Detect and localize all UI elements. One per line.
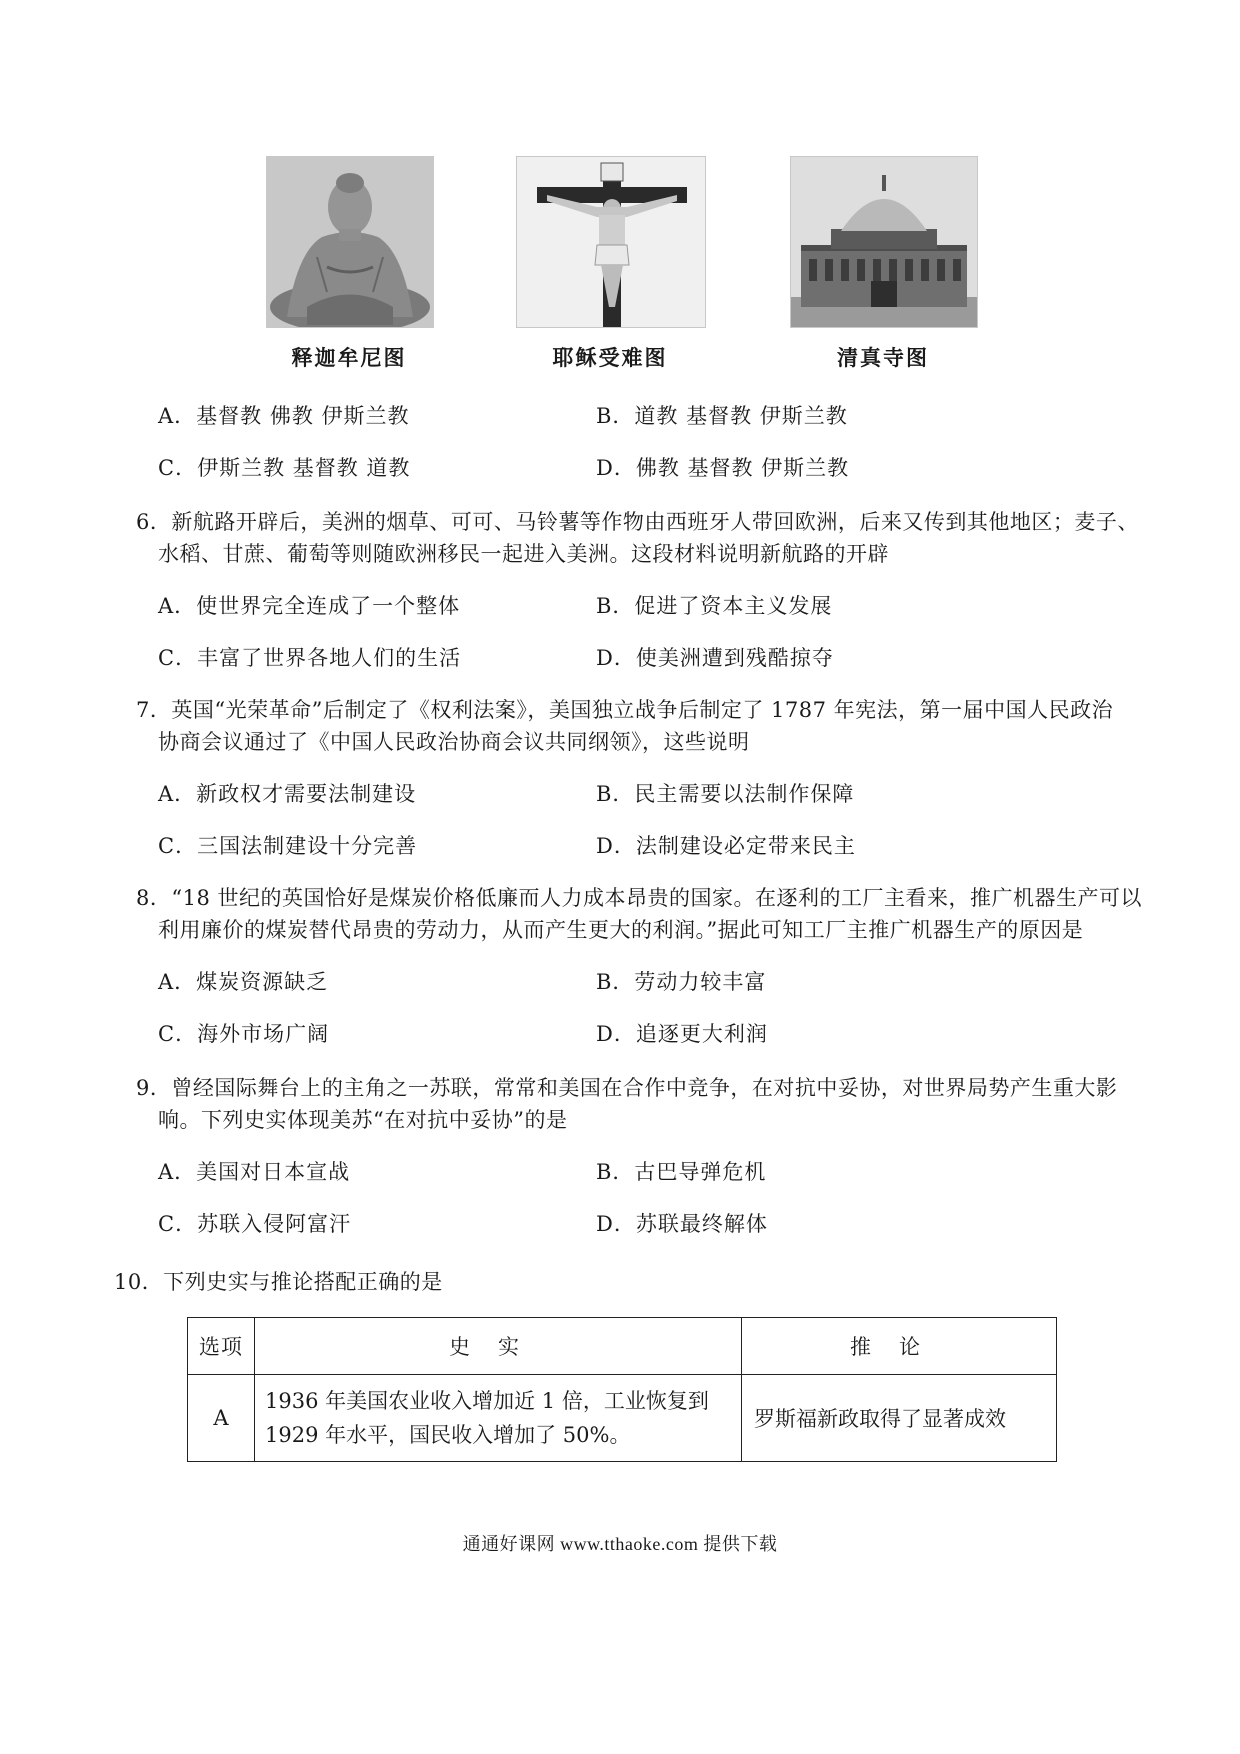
q6-option-a[interactable]: A．使世界完全连成了一个整体 — [158, 594, 461, 618]
q8-stem-line1: 8．“18 世纪的英国恰好是煤炭价格低廉而人力成本昂贵的国家。在逐利的工厂主看来，推广机器生产可以 — [136, 886, 1142, 910]
q7-option-a[interactable]: A．新政权才需要法制建设 — [158, 782, 417, 806]
q10-table — [187, 1317, 1057, 1462]
q10-stem: 10．下列史实与推论搭配正确的是 — [114, 1270, 443, 1294]
q7-stem-line2: 协商会议通过了《中国人民政治协商会议共同纲领》，这些说明 — [158, 730, 750, 754]
q6-option-b[interactable]: B．促进了资本主义发展 — [596, 594, 833, 618]
q8-option-c[interactable]: C．海外市场广阔 — [158, 1022, 330, 1046]
crucifix-photo — [516, 156, 706, 328]
row-inference: 罗斯福新政取得了显著成效 — [742, 1375, 1057, 1462]
buddha-statue-photo — [266, 156, 434, 328]
row-option: A — [188, 1375, 255, 1462]
q6-stem-line2: 水稻、甘蔗、葡萄等则随欧洲移民一起进入美洲。这段材料说明新航路的开辟 — [158, 542, 889, 566]
q9-stem-line2: 响。下列史实体现美苏“在对抗中妥协”的是 — [158, 1108, 568, 1132]
table-header-row — [188, 1318, 1057, 1375]
header-option: 选项 — [188, 1318, 255, 1375]
q7-option-d[interactable]: D．法制建设必定带来民主 — [596, 834, 856, 858]
q7-option-b[interactable]: B．民主需要以法制作保障 — [596, 782, 855, 806]
q8-option-b[interactable]: B．劳动力较丰富 — [596, 970, 767, 994]
q9-option-c[interactable]: C．苏联入侵阿富汗 — [158, 1212, 352, 1236]
q6-option-c[interactable]: C．丰富了世界各地人们的生活 — [158, 646, 462, 670]
row-fact — [255, 1375, 742, 1462]
q9-option-b[interactable]: B．古巴导弹危机 — [596, 1160, 767, 1184]
q8-option-d[interactable]: D．追逐更大利润 — [596, 1022, 768, 1046]
q5-option-d[interactable]: D．佛教 基督教 伊斯兰教 — [596, 456, 850, 480]
q5-option-c[interactable]: C．伊斯兰教 基督教 道教 — [158, 456, 411, 480]
q8-stem-line2: 利用廉价的煤炭替代昂贵的劳动力，从而产生更大的利润。”据此可知工厂主推广机器生产的原因是 — [158, 918, 1084, 942]
page-footer: 通通好课网 www.tthaoke.com 提供下载 — [462, 1534, 778, 1554]
q7-stem-line1: 7．英国“光荣革命”后制定了《权利法案》，美国独立战争后制定了 1787 年宪法，第一届中国人民政治 — [136, 698, 1114, 722]
q7-option-c[interactable]: C．三国法制建设十分完善 — [158, 834, 418, 858]
table-row — [188, 1375, 1057, 1462]
q9-option-a[interactable]: A．美国对日本宣战 — [158, 1160, 351, 1184]
q9-option-d[interactable]: D．苏联最终解体 — [596, 1212, 768, 1236]
q6-stem-line1: 6．新航路开辟后，美洲的烟草、可可、马铃薯等作物由西班牙人带回欧洲，后来又传到其他地区；麦子、 — [136, 510, 1139, 534]
figure-caption-buddha: 释迦牟尼图 — [291, 345, 407, 370]
q5-option-b[interactable]: B．道教 基督教 伊斯兰教 — [596, 404, 848, 428]
header-fact: 史实 — [255, 1318, 742, 1375]
figure-caption-crucifix: 耶稣受难图 — [552, 345, 668, 370]
header-inference: 推论 — [742, 1318, 1057, 1375]
figure-caption-mosque: 清真寺图 — [837, 345, 929, 370]
q9-stem-line1: 9．曾经国际舞台上的主角之一苏联，常常和美国在合作中竞争，在对抗中妥协，对世界局势产生重大影 — [136, 1076, 1118, 1100]
q8-option-a[interactable]: A．煤炭资源缺乏 — [158, 970, 329, 994]
q6-option-d[interactable]: D．使美洲遭到残酷掠夺 — [596, 646, 834, 670]
mosque-dome-photo — [790, 156, 978, 328]
q5-option-a[interactable]: A．基督教 佛教 伊斯兰教 — [158, 404, 410, 428]
row-fact-line2: 1929 年水平，国民收入增加了 50%。 — [265, 1423, 631, 1447]
row-fact-line1: 1936 年美国农业收入增加近 1 倍，工业恢复到 — [265, 1389, 709, 1413]
